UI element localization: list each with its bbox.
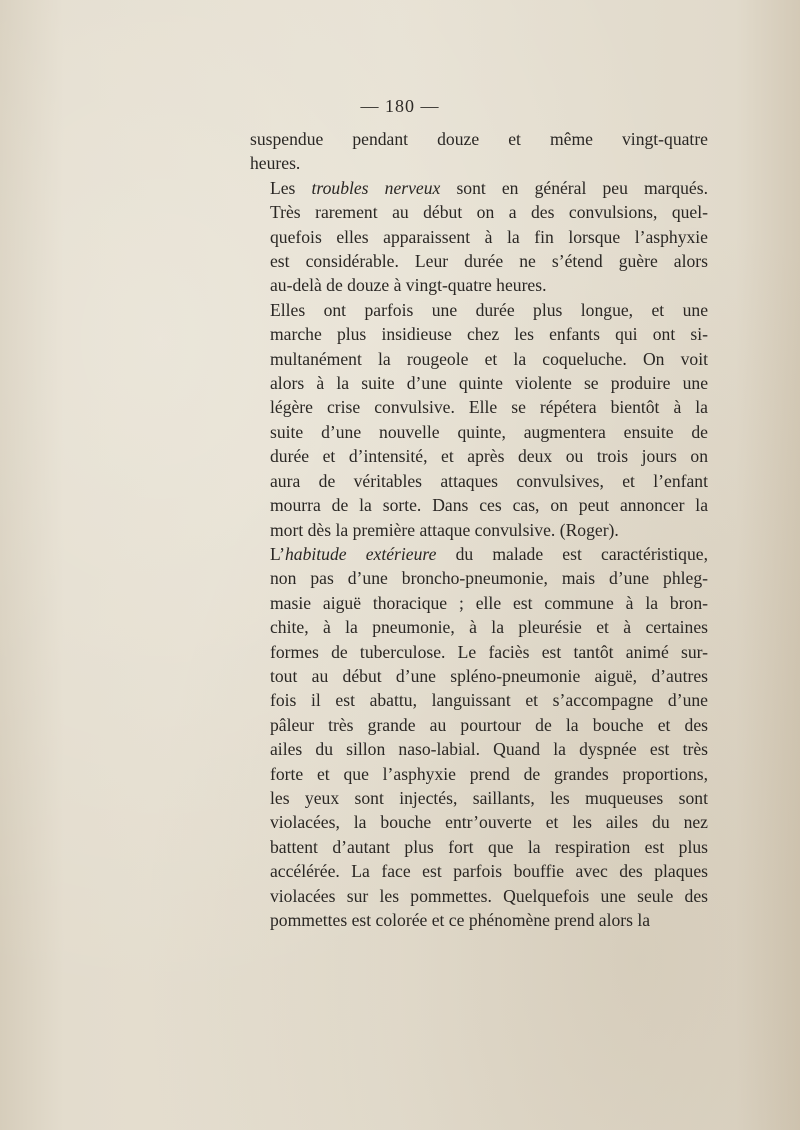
italic-term: habitude extérieure xyxy=(285,543,437,564)
text-line xyxy=(250,225,708,249)
text-run: Elles ont parfois une durée plus longue, et une xyxy=(270,299,708,320)
text-run: accélérée. La face est parfois bouffie avec des plaques xyxy=(270,861,708,882)
text-line xyxy=(250,176,708,200)
text-run: Les xyxy=(270,177,312,198)
text-run: est considérable. Leur durée ne s’étend guère alors xyxy=(270,251,708,272)
text-run: fois il est abattu, languissant et s’accompagne d’une xyxy=(270,690,708,711)
text-line xyxy=(250,640,708,664)
text-line xyxy=(250,493,708,517)
text-line xyxy=(250,151,708,175)
text-line xyxy=(250,420,708,444)
body-text xyxy=(250,127,708,932)
text-run: formes de tuberculose. Le faciès est tantôt animé sur- xyxy=(270,641,708,662)
text-run: tout au début d’une spléno-pneumonie aiguë, d’autres xyxy=(270,665,708,686)
text-line xyxy=(250,884,708,908)
text-line xyxy=(250,542,708,566)
text-run: mort dès la première attaque convulsive. (Roger). xyxy=(270,519,619,540)
page-number: — 180 — xyxy=(360,96,440,116)
text-run: Très rarement au début on a des convulsions, quel- xyxy=(270,202,708,223)
text-line xyxy=(250,371,708,395)
text-run: non pas d’une broncho-pneumonie, mais d’une phleg- xyxy=(270,568,708,589)
text-run: marche plus insidieuse chez les enfants qui ont si- xyxy=(270,324,708,345)
text-line xyxy=(250,395,708,419)
text-line xyxy=(250,127,708,151)
text-run: pâleur très grande au pourtour de la bouche et des xyxy=(270,714,708,735)
text-run: légère crise convulsive. Elle se répétera bientôt à la xyxy=(270,397,708,418)
text-line xyxy=(250,298,708,322)
text-line xyxy=(250,322,708,346)
text-run: durée et d’intensité, et après deux ou trois jours on xyxy=(270,446,708,467)
text-run: alors à la suite d’une quinte violente se produire une xyxy=(270,373,708,394)
text-run: aura de véritables attaques convulsives, et l’enfant xyxy=(270,470,708,491)
paragraph xyxy=(250,127,708,176)
text-run: au-delà de douze à vingt-quatre heures. xyxy=(270,275,547,296)
text-line xyxy=(250,688,708,712)
text-line xyxy=(250,347,708,371)
text-run: du malade est caractéristique, xyxy=(436,543,708,564)
text-line xyxy=(250,518,708,542)
text-run: pommettes est colorée et ce phénomène prend alors la xyxy=(270,910,651,930)
text-run: violacées, la bouche entr’ouverte et les ailes du nez xyxy=(270,812,708,833)
text-line xyxy=(250,835,708,859)
text-line xyxy=(250,908,708,932)
text-run: multanément la rougeole et la coqueluche. On voit xyxy=(270,348,708,369)
text-run: suspendue pendant douze et même vingt-quatre xyxy=(250,129,708,149)
text-run: sont en général peu marqués. xyxy=(440,177,708,198)
text-line xyxy=(250,810,708,834)
text-run: les yeux sont injectés, saillants, les muqueuses sont xyxy=(270,787,708,808)
text-line xyxy=(250,664,708,688)
text-line xyxy=(250,762,708,786)
text-line xyxy=(250,273,708,297)
text-run: quefois elles apparaissent à la fin lorsque l’asphyxie xyxy=(270,226,708,247)
text-run: heures. xyxy=(250,153,301,174)
paragraph xyxy=(250,176,708,298)
text-run: L’ xyxy=(270,543,285,564)
text-line xyxy=(250,200,708,224)
text-run: forte et que l’asphyxie prend de grandes proportions, xyxy=(270,763,708,784)
text-line xyxy=(250,737,708,761)
text-line xyxy=(250,469,708,493)
text-line xyxy=(250,249,708,273)
text-line xyxy=(250,566,708,590)
text-line xyxy=(250,713,708,737)
text-line xyxy=(250,444,708,468)
text-run: chite, à la pneumonie, à la pleurésie et à certaines xyxy=(270,617,708,638)
text-run: battent d’autant plus fort que la respiration est plus xyxy=(270,836,708,857)
paragraph xyxy=(250,298,708,542)
paragraph xyxy=(250,542,708,933)
text-run: masie aiguë thoracique ; elle est commune à la bron- xyxy=(270,592,708,613)
text-run: ailes du sillon naso-labial. Quand la dyspnée est très xyxy=(270,739,708,760)
text-line xyxy=(250,786,708,810)
text-run: mourra de la sorte. Dans ces cas, on peut annoncer la xyxy=(270,495,708,516)
text-line xyxy=(250,859,708,883)
italic-term: troubles nerveux xyxy=(311,177,441,198)
text-run: suite d’une nouvelle quinte, augmentera ensuite de xyxy=(270,421,708,442)
text-line xyxy=(250,615,708,639)
text-line xyxy=(250,591,708,615)
text-run: violacées sur les pommettes. Quelquefois une seule des xyxy=(270,885,708,906)
